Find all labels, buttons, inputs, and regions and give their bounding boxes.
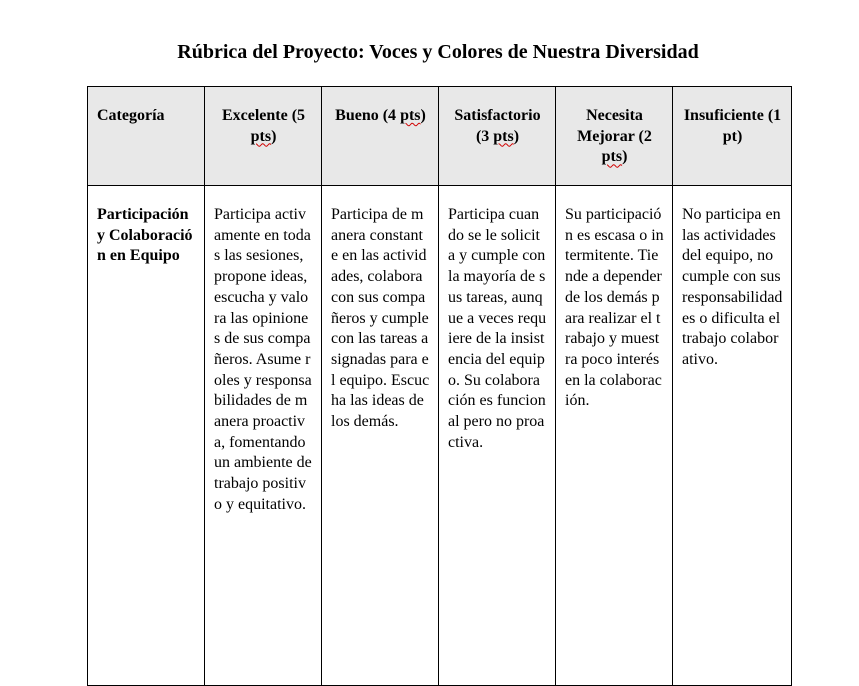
level-name: Insuficiente (1 pt) [683,107,782,145]
cell-insuficiente [673,186,792,686]
cell-bueno [322,186,439,686]
cell-satisfactorio-text: Participa cuando se le solicita y cumple con la mayoría de sus tareas, aunque a veces requiere de la insistencia del equipo. Su colaboración es funcional pero no proactiva. [448,206,547,451]
cell-excelente-text: Participa activamente en todas las sesiones, propone ideas, escucha y valora las opiniones de sus compañeros. Asume roles y responsabilidades de manera proactiva, fomentando un ambiente de trabajo positivo y equitativo. [214,206,312,513]
level-points-word: pts [250,127,272,145]
level-points-word: pts [601,148,623,166]
row-category-label: Participación y Colaboración en Equipo [97,206,193,265]
cell-satisfactorio [439,186,556,686]
level-name: Satisfactorio (3 [454,107,541,145]
level-suffix: ) [271,127,277,145]
header-category [88,87,205,186]
cell-necesita-mejorar [556,186,673,686]
level-points-word: pts [493,127,514,145]
header-level-bueno [322,87,439,186]
header-level-necesita-mejorar [556,87,673,186]
level-suffix: ) [420,107,426,124]
level-suffix: ) [622,148,628,166]
rubric-table [87,86,792,686]
rubric-header-row [88,87,792,186]
cell-insuficiente-text: No participa en las actividades del equipo, no cumple con sus responsabilidades o dificulta el trabajo colaborativo. [682,206,783,368]
header-level-insuficiente [673,87,792,186]
rubric-row-participacion [88,186,792,686]
document-title: Rúbrica del Proyecto: Voces y Colores de Nuestra Diversidad [177,41,699,63]
level-name: Excelente (5 [221,107,306,124]
header-level-excelente [205,87,322,186]
level-points-word: pts [400,107,421,124]
level-name: Necesita Mejorar (2 [577,107,652,145]
level-suffix: ) [513,127,520,145]
level-name: Bueno (4 [335,107,397,124]
cell-excelente [205,186,322,686]
header-category-label: Categoría [97,107,165,124]
cell-necesita-mejorar-text: Su participación es escasa o intermitente. Tiende a depender de los demás para realizar el trabajo y muestra poco interés en la colaboración. [565,206,664,410]
cell-bueno-text: Participa de manera constante en las actividades, colabora con sus compañeros y cumple con las tareas asignadas para el equipo. Escucha las ideas de los demás. [331,206,430,431]
header-level-satisfactorio [439,87,556,186]
row-category-cell [88,186,205,686]
